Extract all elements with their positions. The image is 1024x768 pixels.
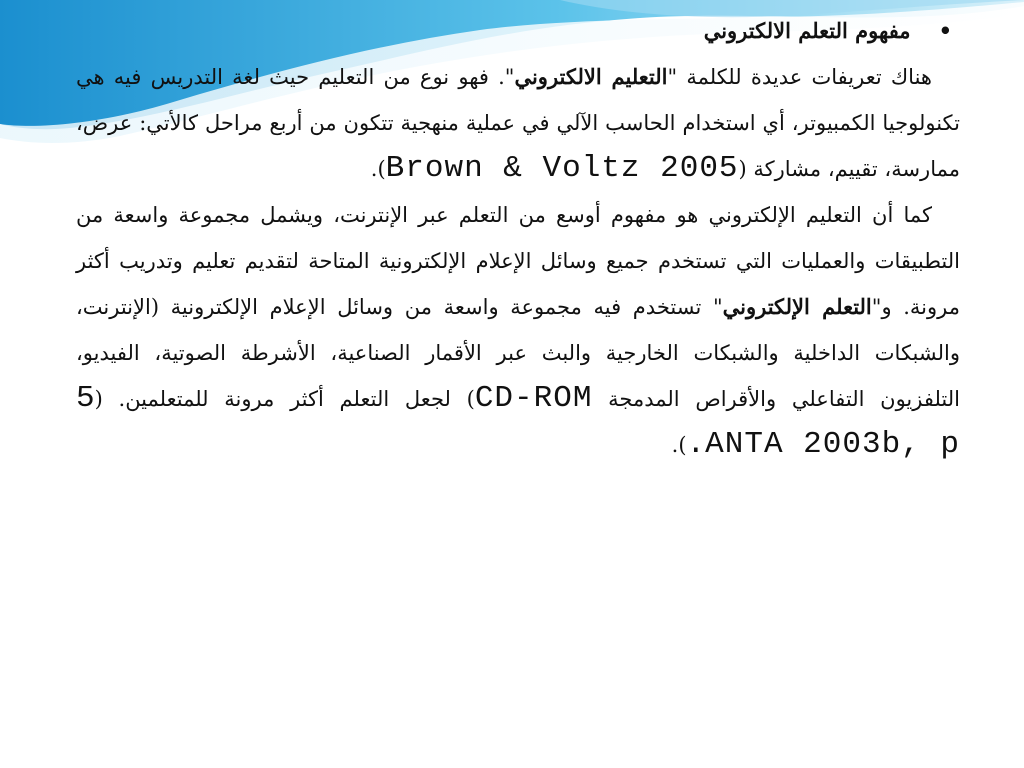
bullet-icon: • xyxy=(938,19,952,43)
p1-text-b: ". فهو نوع من التعليم حيث لغة التدريس فيه هي تكنولوجيا الكمبيوتر، أي استخدام الحاسب الآلي في عملية منهجية تتكون من أربع مراحل كالأتي: عرض، ممارسة، تقييم، مشاركة ( xyxy=(76,65,960,181)
p2-text-a: كما أن التعليم الإلكتروني هو مفهوم أوسع من التعلم عبر الإنترنت، ويشمل مجموعة واسعة من التطبيقات والعمليات التي تستخدم جميع وسائل الإعلام الإلكترونية المتاحة لتقديم تعليم وتدريب أكثر مرونة. و" xyxy=(76,203,960,319)
paragraph-2 xyxy=(76,192,960,468)
p2-text-b: " تستخدم فيه مجموعة واسعة من وسائل الإعلام الإلكترونية (الإنترنت، والشبكات الداخلية والشبكات الخارجية والبث عبر الأقمار الصناعية، الأشرطة الصوتية، الفيديو، التلفزيون التفاعلي والأقراص المدمجة xyxy=(76,295,960,411)
p2-cdrom: CD-ROM xyxy=(474,381,593,416)
p2-citation: 5 .ANTA 2003b, p xyxy=(76,381,960,462)
p1-citation: Brown & Voltz 2005 xyxy=(385,151,739,186)
p2-bold-term: التعلم الإلكتروني xyxy=(722,294,872,319)
p1-text-c: ). xyxy=(370,157,386,181)
heading-text: مفهوم التعلم الالكتروني xyxy=(703,18,911,43)
slide-body xyxy=(76,8,960,468)
slide-heading xyxy=(76,8,960,54)
p1-bold-term: التعليم الالكتروني xyxy=(514,64,668,89)
p1-text-a: هناك تعريفات عديدة للكلمة " xyxy=(667,65,932,89)
p2-text-d: ). xyxy=(671,433,687,457)
paragraph-1 xyxy=(76,54,960,192)
p2-text-c: ) لجعل التعلم أكثر مرونة للمتعلمين. ( xyxy=(94,387,475,411)
